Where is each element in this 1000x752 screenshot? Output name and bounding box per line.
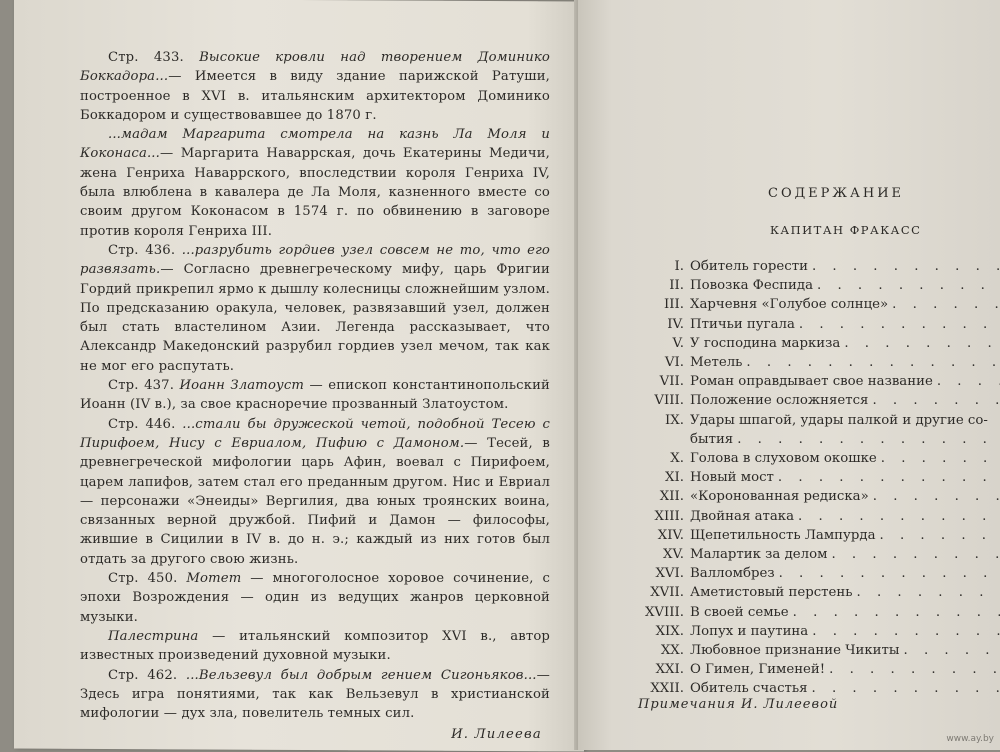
toc-leader-dots	[775, 564, 1000, 583]
toc-entry-number: XIX.	[628, 622, 690, 641]
toc-leader-dots	[888, 295, 1000, 314]
note-paragraph	[80, 376, 550, 415]
toc-leader-dots	[774, 468, 1000, 487]
toc-entry-title: Удары шпагой, удары палкой и другие со-	[690, 411, 988, 430]
toc-entry-title: «Коронованная редиска»	[690, 487, 869, 506]
toc-list	[628, 257, 1000, 699]
toc-entry	[628, 583, 1000, 602]
toc-leader-dots	[813, 276, 1000, 295]
toc-entry-number: XXII.	[628, 679, 690, 698]
toc-entry	[628, 353, 1000, 372]
toc-entry-number: VII.	[628, 372, 690, 391]
toc-entry-title: Малартик за делом	[690, 545, 827, 564]
toc-entry-number: VIII.	[628, 391, 690, 410]
toc-leader-dots	[789, 603, 1000, 622]
toc-entry	[628, 411, 1000, 430]
note-quote: Мотет	[186, 571, 241, 586]
toc-entry-title: Двойная атака	[690, 507, 794, 526]
note-paragraph	[80, 125, 550, 241]
note-paragraph	[80, 48, 550, 125]
note-quote: ...Вельзевул был добрым гением Сигоньяков...	[186, 668, 537, 683]
note-text: — Согласно древнегреческому мифу, царь Фригии Гордий прикрепил ярмо к дышлу колесницы сложнейшим узлом. По предсказанию оракула, человек, развязавший узел, должен был стать властелином Азии. Легенда рассказывает, что Александр Македонский разрубил гордиев узел мечом, так как не мог его распутать.	[80, 262, 550, 373]
toc-notes-entry: Примечания И. Лилеевой	[638, 697, 838, 712]
toc-entry-title: Обитель счастья	[690, 679, 808, 698]
notes-section	[80, 48, 550, 745]
toc-entry	[628, 276, 1000, 295]
toc-entry-number: XVIII.	[628, 603, 690, 622]
toc-entry-number: IV.	[628, 315, 690, 334]
toc-leader-dots	[808, 257, 1000, 276]
toc-leader-dots	[899, 641, 1000, 660]
toc-entry-number: VI.	[628, 353, 690, 372]
toc-entry	[628, 295, 1000, 314]
toc-entry-title: Щепетильность Лампурда	[690, 526, 876, 545]
note-quote: ...мадам Маргарита смотрела на казнь Ла Моля и Коконаса...	[80, 127, 550, 161]
toc-entry-number	[628, 430, 690, 449]
note-quote: Палестрина	[108, 629, 198, 644]
note-text: — Здесь игра понятиями, так как Вельзевул в христианской мифологии — дух зла, повелитель темных сил.	[80, 668, 550, 722]
toc-leader-dots	[827, 545, 1000, 564]
toc-entry-title: Метель	[690, 353, 742, 372]
toc-entry	[628, 564, 1000, 583]
toc-entry-number: X.	[628, 449, 690, 468]
toc-entry-title: Новый мост	[690, 468, 774, 487]
toc-leader-dots	[825, 660, 1000, 679]
toc-leader-dots	[808, 679, 1000, 698]
note-text: — Тесей, в древнегреческой мифологии царь Афин, воевал с Пирифоем, царем лапифов, затем стал его преданным другом. Нис и Евриал — персонажи «Энеиды» Вергилия, два юных троянских воина, связанных верной дружбой. Пифий и Дамон — философы, жившие в Сицилии в IV в. до н. э.; каждый из них готов был отдать за другого свою жизнь.	[80, 436, 550, 567]
note-paragraph	[80, 627, 550, 666]
toc-entry-number: XIII.	[628, 507, 690, 526]
toc-entry-title: бытия	[690, 430, 733, 449]
toc-entry-number: IX.	[628, 411, 690, 430]
toc-leader-dots	[794, 507, 1000, 526]
toc-leader-dots	[877, 449, 1000, 468]
toc-entry-number: XII.	[628, 487, 690, 506]
toc-entry-title: Голова в слуховом окошке	[690, 449, 877, 468]
toc-entry-number: II.	[628, 276, 690, 295]
toc-entry	[628, 487, 1000, 506]
toc-entry-title: Валломбрез	[690, 564, 775, 583]
note-text: Стр. 446.	[108, 417, 182, 432]
toc-entry	[628, 334, 1000, 353]
toc-entry	[628, 391, 1000, 410]
toc-entry-number: V.	[628, 334, 690, 353]
note-quote: Иоанн Златоуст	[180, 378, 305, 393]
note-paragraph	[80, 666, 550, 724]
toc-entry	[628, 679, 1000, 698]
toc-entry	[628, 468, 1000, 487]
note-text: Стр. 450.	[108, 571, 186, 586]
toc-title: СОДЕРЖАНИЕ	[768, 186, 904, 201]
toc-entry-number: XVI.	[628, 564, 690, 583]
toc-entry-title: Птичьи пугала	[690, 315, 795, 334]
note-text: — епископ константинопольский Иоанн (IV в.), за свое красноречие прозванный Златоустом.	[80, 378, 550, 412]
toc-leader-dots	[876, 526, 1000, 545]
note-text: — итальянский композитор XVI в., автор известных произведений духовной музыки.	[80, 629, 550, 663]
toc-entry	[628, 430, 1000, 449]
toc-entry-title: Харчевня «Голубое солнце»	[690, 295, 888, 314]
toc-entry-title: У господина маркиза	[690, 334, 840, 353]
toc-entry-title: Роман оправдывает свое название	[690, 372, 933, 391]
note-paragraph	[80, 415, 550, 569]
note-paragraph	[80, 569, 550, 627]
toc-entry	[628, 257, 1000, 276]
toc-subtitle: КАПИТАН ФРАКАСС	[770, 223, 921, 237]
toc-entry	[628, 545, 1000, 564]
toc-leader-dots	[852, 583, 1000, 602]
toc-entry-title: Лопух и паутина	[690, 622, 808, 641]
note-text: — Маргарита Наваррская, дочь Екатерины Медичи, жена Генриха Наваррского, впоследствии короля Генриха IV, была влюблена в кавалера де Ла Моля, казненного вместе со своим другом Коконасом в 1574 г. по обвинению в заговоре против короля Генриха III.	[80, 146, 550, 238]
toc-entry	[628, 603, 1000, 622]
toc-entry-title: О Гимен, Гименей!	[690, 660, 825, 679]
toc-leader-dots	[795, 315, 1000, 334]
toc-entry-number: XXI.	[628, 660, 690, 679]
toc-entry	[628, 315, 1000, 334]
toc-entry-number: I.	[628, 257, 690, 276]
note-quote: Высокие кровли над творением Доминико Боккадора...	[80, 50, 550, 84]
toc-leader-dots	[742, 353, 1000, 372]
toc-entry-title: Повозка Феспида	[690, 276, 813, 295]
toc-entry-number: XVII.	[628, 583, 690, 602]
note-quote: ...стали бы дружеской четой, подобной Тесею с Пирифоем, Нису с Евриалом, Пифию с Дамоном.	[80, 417, 550, 451]
toc-entry-title: Аметистовый перстень	[690, 583, 852, 602]
toc-entry	[628, 449, 1000, 468]
note-quote: ...разрубить гордиев узел совсем не то, что его развязать.	[80, 243, 550, 277]
toc-entry	[628, 622, 1000, 641]
toc-entry-number: XI.	[628, 468, 690, 487]
toc-entry-number: III.	[628, 295, 690, 314]
note-text: Стр. 436.	[108, 243, 182, 258]
note-text: Стр. 437.	[108, 378, 180, 393]
toc-entry	[628, 372, 1000, 391]
note-text: — многоголосное хоровое сочинение, с эпохи Возрождения — один из ведущих жанров церковной музыки.	[80, 571, 550, 625]
toc-entry	[628, 641, 1000, 660]
toc-entry	[628, 507, 1000, 526]
toc-leader-dots	[868, 391, 1000, 410]
watermark: www.ay.by	[946, 734, 994, 744]
toc-leader-dots	[808, 622, 1000, 641]
toc-leader-dots	[840, 334, 1000, 353]
toc-entry-title: Любовное признание Чикиты	[690, 641, 899, 660]
note-paragraph	[80, 241, 550, 376]
toc-leader-dots	[869, 487, 1000, 506]
note-text: — Имеется в виду здание парижской Ратуши, построенное в XVI в. итальянским архитектором Доминико Боккадором и существовавшее до 1870 г.	[80, 69, 550, 123]
toc-entry-number: XIV.	[628, 526, 690, 545]
note-text: Стр. 462.	[108, 668, 186, 683]
signature: И. Лилеева	[80, 725, 550, 744]
note-text: Стр. 433.	[108, 50, 199, 65]
toc-entry-title: В своей семье	[690, 603, 789, 622]
toc-entry	[628, 660, 1000, 679]
toc-leader-dots	[933, 372, 1000, 391]
toc-entry-title: Положение осложняется	[690, 391, 868, 410]
toc-entry-number: XX.	[628, 641, 690, 660]
toc-entry	[628, 526, 1000, 545]
toc-leader-dots	[733, 430, 1000, 449]
toc-entry-title: Обитель горести	[690, 257, 808, 276]
toc-entry-number: XV.	[628, 545, 690, 564]
